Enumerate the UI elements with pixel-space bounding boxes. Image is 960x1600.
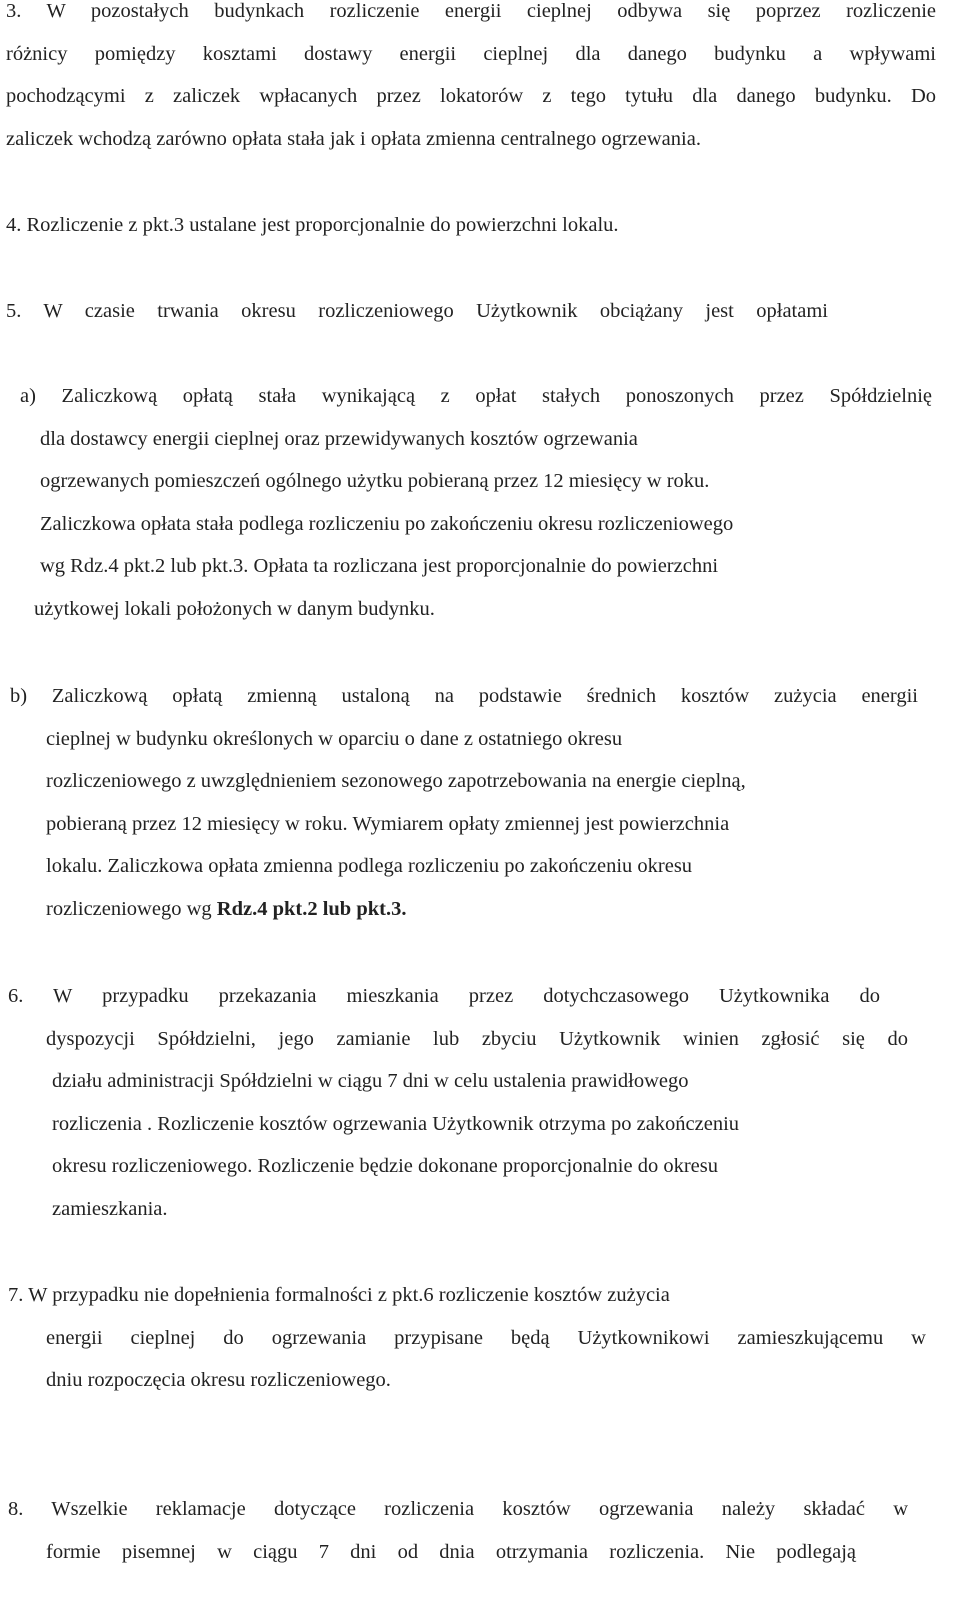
paragraph-5b-line-1: b) Zaliczkową opłatą zmienną ustaloną na podstawie średnich kosztów zużycia energii [10,685,918,707]
paragraph-5a-line-5: wg Rdz.4 pkt.2 lub pkt.3. Opłata ta rozliczana jest proporcjonalnie do powierzchni [40,555,719,577]
paragraph-8-line-2: formie pisemnej w ciągu 7 dni od dnia otrzymania rozliczenia. Nie podlegają [46,1540,856,1563]
paragraph-5a-line-6: użytkowej lokali położonych w danym budynku. [34,597,435,620]
paragraph-3-line-1: 3. W pozostałych budynkach rozliczenie energii cieplnej odbywa się poprzez rozliczenie [6,0,936,22]
paragraph-3 [0,0,960,160]
paragraph-5b-reference: Rdz.4 pkt.2 lub pkt.3. [216,897,407,920]
paragraph-7-line-2: energii cieplnej do ogrzewania przypisane będą Użytkownikowi zamieszkującemu w [46,1326,926,1349]
paragraph-5a-line-3: ogrzewanych pomieszczeń ogólnego użytku pobieraną przez 12 miesięcy w roku. [40,470,710,492]
paragraph-6-line-4: rozliczenia . Rozliczenie kosztów ogrzewania Użytkownik otrzyma po zakończeniu [52,1112,740,1135]
paragraph-5 [0,290,960,333]
paragraph-5a [0,375,960,630]
paragraph-5b-line-3: rozliczeniowego z uwzględnieniem sezonowego zapotrzebowania na energie cieplną, [46,770,746,792]
paragraph-6-line-3: działu administracji Spółdzielni w ciągu 7 dni w celu ustalenia prawidłowego [52,1070,689,1092]
paragraph-6-line-6: zamieszkania. [52,1197,168,1220]
paragraph-5a-line-2: dla dostawcy energii cieplnej oraz przewidywanych kosztów ogrzewania [40,427,638,450]
paragraph-8-line-1: 8. Wszelkie reklamacje dotyczące rozliczenia kosztów ogrzewania należy składać w [8,1498,908,1520]
paragraph-5b-line-4: pobieraną przez 12 miesięcy w roku. Wymiarem opłaty zmiennej jest powierzchnia [46,812,730,835]
paragraph-8 [0,1488,960,1573]
paragraph-5a-line-1: a) Zaliczkową opłatą stała wynikającą z opłat stałych ponoszonych przez Spółdzielnię [20,385,932,407]
paragraph-5b [0,675,960,930]
paragraph-5b-line-5: lokalu. Zaliczkowa opłata zmienna podlega rozliczeniu po zakończeniu okresu [46,855,693,877]
paragraph-5a-line-4: Zaliczkowa opłata stała podlega rozliczeniu po zakończeniu okresu rozliczeniowego [40,512,734,535]
paragraph-6-line-2: dyspozycji Spółdzielni, jego zamianie lub zbyciu Użytkownik winien zgłosić się do [46,1027,908,1050]
paragraph-3-line-4: zaliczek wchodzą zarówno opłata stała jak i opłata zmienna centralnego ogrzewania. [6,127,701,150]
paragraph-5-text: 5. W czasie trwania okresu rozliczeniowego Użytkownik obciążany jest opłatami [6,300,828,322]
paragraph-6 [0,975,960,1230]
paragraph-3-line-3: pochodzącymi z zaliczek wpłacanych przez lokatorów z tego tytułu dla danego budynku. Do [6,85,936,107]
paragraph-3-line-2: różnicy pomiędzy kosztami dostawy energii cieplnej dla danego budynku a wpływami [6,42,936,65]
paragraph-4-text: 4. Rozliczenie z pkt.3 ustalane jest proporcjonalnie do powierzchni lokalu. [6,214,619,236]
paragraph-5b-line-6 [46,888,960,931]
paragraph-5b-line-2: cieplnej w budynku określonych w oparciu o dane z ostatniego okresu [46,727,623,750]
paragraph-6-line-1: 6. W przypadku przekazania mieszkania przez dotychczasowego Użytkownika do [8,985,880,1007]
paragraph-5b-line-6-prefix: rozliczeniowego wg [46,897,217,920]
paragraph-7-line-3: dniu rozpoczęcia okresu rozliczeniowego. [46,1369,391,1391]
paragraph-7 [0,1274,960,1402]
paragraph-4 [0,204,960,247]
paragraph-6-line-5: okresu rozliczeniowego. Rozliczenie będzie dokonane proporcjonalnie do okresu [52,1155,718,1177]
paragraph-7-line-1: 7. W przypadku nie dopełnienia formalności z pkt.6 rozliczenie kosztów zużycia [8,1284,670,1306]
